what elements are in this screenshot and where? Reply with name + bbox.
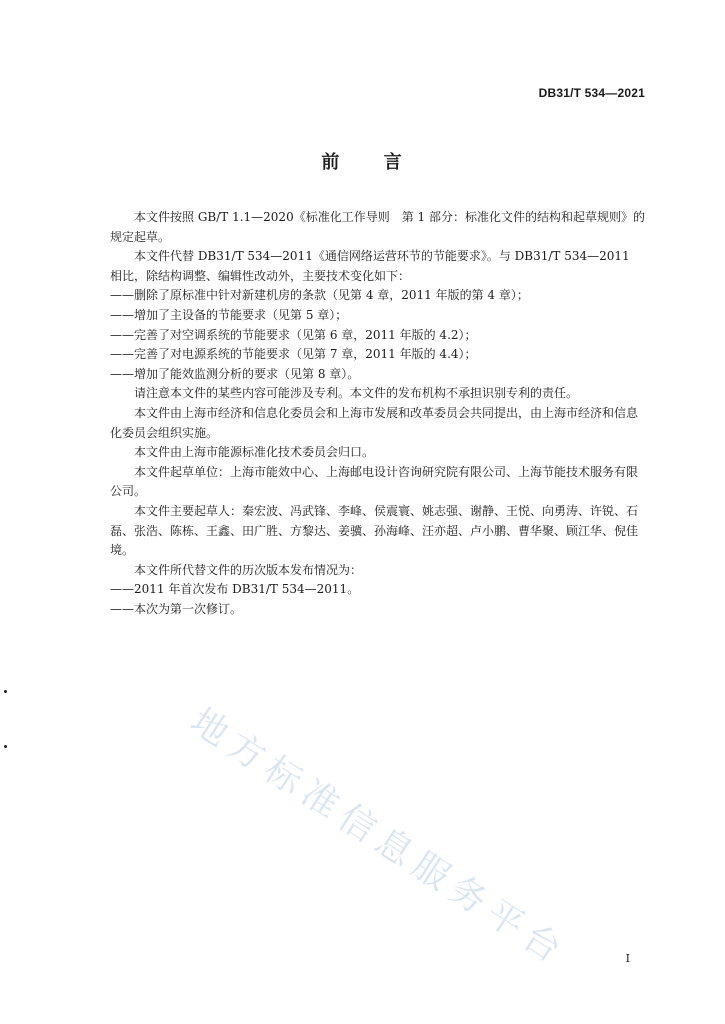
- document-code: DB31/T 534—2021: [538, 86, 645, 100]
- paragraph-drafting-rule: 本文件按照 GB/T 1.1—2020《标准化工作导则 第 1 部分：标准化文件的结构和起草规则》的规定起草。: [110, 210, 645, 244]
- watermark: 地方标准信息服务平台: [183, 700, 575, 975]
- list-item-change: ——增加了主设备的节能要求（见第 5 章）；: [110, 307, 348, 322]
- paragraph-drafters: 本文件主要起草人：秦宏波、冯武锋、李峰、侯震寰、姚志强、谢静、王悦、向勇涛、许锐、石磊、张浩、陈栋、王鑫、田广胜、方黎达、姜骥、孙海峰、汪亦超、卢小鹏、曹华聚、顾江华、倪佳境。: [110, 503, 639, 558]
- list-item-change: ——增加了能效监测分析的要求（见第 8 章）。: [110, 366, 360, 381]
- list-item-change: ——完善了对空调系统的节能要求（见第 6 章，2011 年版的 4.2）；: [110, 327, 477, 342]
- list-item-history: ——2011 年首次发布 DB31/T 534—2011。: [110, 582, 360, 597]
- scan-mark: [4, 745, 7, 748]
- list-item-change: ——删除了原标准中针对新建机房的条款（见第 4 章，2011 年版的第 4 章）；: [110, 288, 529, 303]
- paragraph-patent-notice: 请注意本文件的某些内容可能涉及专利。本文件的发布机构不承担识别专利的责任。: [134, 386, 579, 401]
- page-number: I: [625, 952, 630, 965]
- list-item-change: ——完善了对电源系统的节能要求（见第 7 章，2011 年版的 4.4）；: [110, 347, 477, 362]
- paragraph-drafting-units: 本文件起草单位：上海市能效中心、上海邮电设计咨询研究院有限公司、上海节能技术服务有限公司。: [110, 464, 639, 499]
- paragraph-replacement: 本文件代替 DB31/T 534—2011《通信网络运营环节的节能要求》。与 DB31/T 534—2011 相比，除结构调整、编辑性改动外，主要技术变化如下：: [110, 249, 630, 283]
- list-item-history: ——本次为第一次修订。: [110, 601, 243, 616]
- scan-mark: [4, 690, 7, 693]
- paragraph-history-intro: 本文件所代替文件的历次版本发布情况为：: [134, 562, 363, 577]
- paragraph-committee: 本文件由上海市能源标准化技术委员会归口。: [134, 445, 375, 460]
- paragraph-proposer: 本文件由上海市经济和信息化委员会和上海市发展和改革委员会共同提出，由上海市经济和信息化委员会组织实施。: [110, 405, 639, 440]
- document-body: [110, 208, 645, 619]
- page-title: 前 言: [321, 152, 404, 173]
